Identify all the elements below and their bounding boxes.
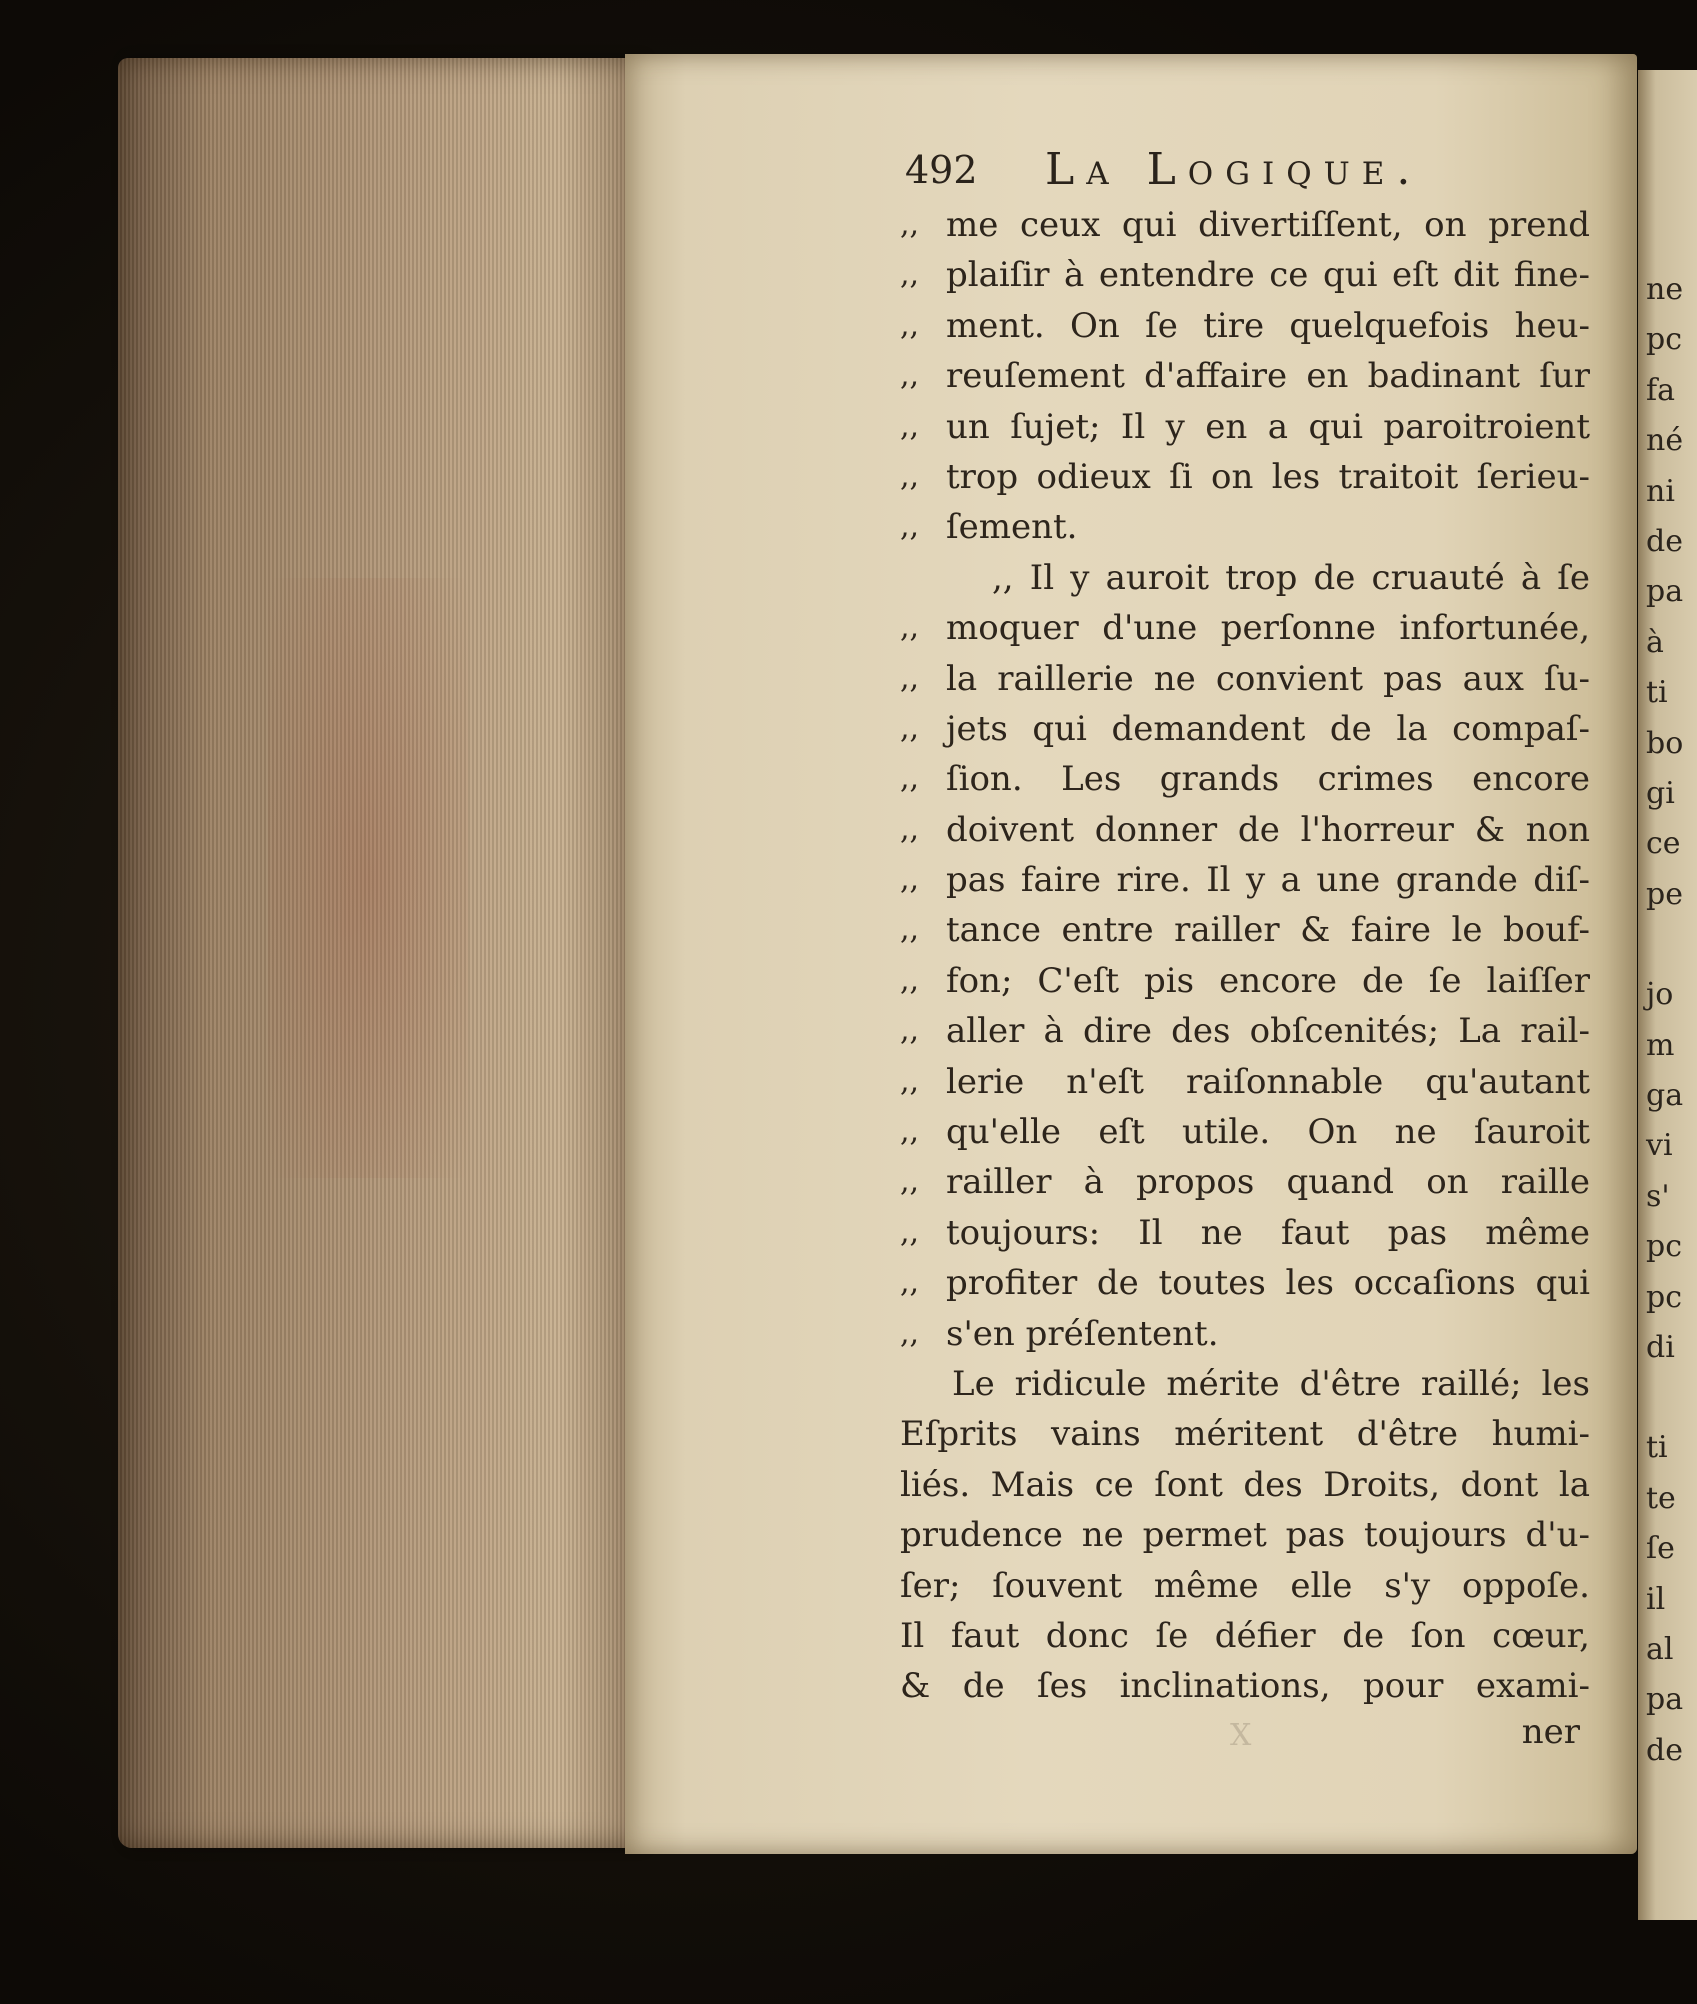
line-text: ment. On ſe tire quelquefois heu- xyxy=(946,305,1590,346)
facing-page-fragment: ni xyxy=(1646,473,1675,509)
facing-page-fragment: al xyxy=(1646,1632,1674,1667)
text-line xyxy=(900,1409,1590,1459)
facing-page-fragment: il xyxy=(1646,1581,1666,1617)
line-text: reuſement d'affaire en badinant ſur xyxy=(946,356,1590,397)
line-text: Il faut donc ſe défier de ſon cœur, xyxy=(900,1615,1590,1656)
line-text: ſer; ſouvent même elle s'y oppoſe. xyxy=(900,1565,1590,1606)
text-line xyxy=(900,1157,1590,1207)
line-text: Le ridicule mérite d'être raillé; les xyxy=(952,1363,1590,1404)
line-text: trop odieux ſi on les traitoit ſerieu- xyxy=(946,456,1590,497)
facing-page-fragment: de xyxy=(1646,1732,1683,1768)
text-line xyxy=(900,1661,1590,1711)
line-text: liés. Mais ce ſont des Droits, dont la xyxy=(900,1464,1590,1505)
facing-page-fragment: ti xyxy=(1646,675,1668,711)
line-text: tance entre railler & faire le bouf- xyxy=(946,910,1590,951)
quote-mark: ,, xyxy=(900,962,920,998)
quote-mark: ,, xyxy=(900,1265,920,1301)
quote-mark: ,, xyxy=(900,1164,920,1200)
text-line xyxy=(900,502,1590,552)
line-text: Eſprits vains méritent d'être humi- xyxy=(900,1414,1590,1455)
facing-page-fragment: jo xyxy=(1646,977,1674,1013)
text-line xyxy=(900,553,1590,603)
facing-page-fragment: ce xyxy=(1646,826,1681,862)
text-line xyxy=(900,452,1590,502)
line-text: profiter de toutes les occaſions qui xyxy=(946,1263,1590,1304)
quote-mark: ,, xyxy=(900,1114,920,1150)
quote-mark: ,, xyxy=(900,207,920,242)
text-line xyxy=(900,351,1590,401)
line-text: doivent donner de l'horreur & non xyxy=(946,809,1590,850)
facing-page-fragment: de xyxy=(1646,524,1683,559)
facing-page-fragment: ſe xyxy=(1646,1531,1675,1567)
facing-page-fragment: gi xyxy=(1646,776,1675,811)
text-line xyxy=(900,704,1590,754)
facing-page-fragment: vi xyxy=(1646,1128,1673,1164)
text-line xyxy=(900,1359,1590,1409)
text-line xyxy=(900,855,1590,905)
facing-page-fragment: pc xyxy=(1646,1229,1683,1265)
line-text: fon; C'eſt pis encore de ſe laiſſer xyxy=(946,960,1590,1001)
line-text: qu'elle eſt utile. On ne ſauroit xyxy=(946,1112,1590,1153)
signature-mark: X xyxy=(1230,1718,1252,1753)
facing-page-fragment: te xyxy=(1646,1480,1676,1516)
text-line xyxy=(900,1258,1590,1308)
text-line xyxy=(900,1057,1590,1107)
quote-mark: ,, xyxy=(900,307,920,343)
line-text: la raillerie ne convient pas aux ſu- xyxy=(946,658,1590,699)
line-text: un ſujet; Il y en a qui paroitroient xyxy=(946,406,1590,447)
facing-page-fragment: fa xyxy=(1646,372,1675,408)
facing-page-fragment: à xyxy=(1646,624,1664,660)
text-line xyxy=(900,805,1590,855)
book-fore-edge xyxy=(118,58,638,1848)
line-text: ſion. Les grands crimes encore xyxy=(946,759,1590,800)
quote-mark: ,, xyxy=(900,912,920,948)
quote-mark: ,, xyxy=(900,1214,920,1250)
facing-page-fragment: s' xyxy=(1646,1178,1670,1214)
text-line xyxy=(900,754,1590,804)
line-text: plaiſir à entendre ce qui eſt dit fine- xyxy=(946,255,1590,296)
page-number: 492 xyxy=(905,148,978,192)
text-line xyxy=(900,1460,1590,1510)
text-line xyxy=(900,1208,1590,1258)
facing-page-fragment: pe xyxy=(1646,876,1683,912)
text-line xyxy=(900,1510,1590,1560)
text-line xyxy=(900,1561,1590,1611)
facing-page-fragment: pc xyxy=(1646,322,1683,358)
line-text: lerie n'eſt raiſonnable qu'autant xyxy=(946,1061,1590,1102)
facing-page-fragment: m xyxy=(1646,1027,1675,1063)
body-text xyxy=(900,200,1590,1712)
text-line xyxy=(900,654,1590,704)
line-text: jets qui demandent de la compaſ- xyxy=(946,708,1590,749)
text-line xyxy=(900,956,1590,1006)
line-text: s'en préſentent. xyxy=(946,1313,1219,1354)
quote-mark: ,, xyxy=(900,257,920,293)
text-line xyxy=(900,1309,1590,1359)
quote-mark: ,, xyxy=(900,458,920,494)
facing-page-fragment: ne xyxy=(1646,272,1684,307)
line-text: ,, Il y auroit trop de cruauté à ſe xyxy=(992,557,1590,598)
facing-page-edge xyxy=(1638,70,1697,1920)
quote-mark: ,, xyxy=(900,408,920,444)
line-text: aller à dire des obſcenités; La rail- xyxy=(946,1011,1590,1052)
text-line xyxy=(900,301,1590,351)
running-title: La Logique. xyxy=(1045,144,1423,195)
line-text: ſement. xyxy=(946,507,1078,548)
facing-page-fragment: ti xyxy=(1646,1430,1668,1466)
fore-edge-stain xyxy=(268,578,468,1178)
text-line xyxy=(900,250,1590,300)
facing-page-fragment: pc xyxy=(1646,1279,1683,1315)
text-line xyxy=(900,1107,1590,1157)
facing-page-fragment: né xyxy=(1646,423,1684,459)
text-line xyxy=(900,200,1590,250)
line-text: railler à propos quand on raille xyxy=(946,1162,1590,1203)
quote-mark: ,, xyxy=(900,509,920,545)
quote-mark: ,, xyxy=(900,862,920,898)
text-line xyxy=(900,1611,1590,1661)
quote-mark: ,, xyxy=(900,358,920,394)
facing-page-fragment: pa xyxy=(1646,1682,1684,1718)
facing-page-fragment: pa xyxy=(1646,574,1684,610)
line-text: toujours: Il ne faut pas même xyxy=(946,1212,1590,1253)
text-line xyxy=(900,1006,1590,1056)
quote-mark: ,, xyxy=(900,811,920,847)
quote-mark: ,, xyxy=(900,1013,920,1049)
line-text: & de ſes inclinations, pour exami- xyxy=(900,1666,1590,1707)
line-text: me ceux qui divertiſſent, on prend xyxy=(946,205,1590,245)
quote-mark: ,, xyxy=(900,1315,920,1351)
quote-mark: ,, xyxy=(900,610,920,646)
page-header xyxy=(905,144,1585,198)
text-line xyxy=(900,603,1590,653)
facing-page-fragment: bo xyxy=(1646,725,1684,761)
facing-page-fragment: di xyxy=(1646,1330,1675,1365)
text-line xyxy=(900,402,1590,452)
catchword: ner xyxy=(1521,1712,1580,1752)
line-text: moquer d'une perſonne infortunée, xyxy=(946,608,1590,649)
quote-mark: ,, xyxy=(900,710,920,746)
facing-page-fragment: ga xyxy=(1646,1078,1684,1113)
line-text: pas faire rire. Il y a une grande diſ- xyxy=(946,860,1590,901)
quote-mark: ,, xyxy=(900,660,920,696)
quote-mark: ,, xyxy=(900,761,920,797)
line-text: prudence ne permet pas toujours d'u- xyxy=(900,1515,1590,1556)
quote-mark: ,, xyxy=(900,1063,920,1099)
text-line xyxy=(900,905,1590,955)
